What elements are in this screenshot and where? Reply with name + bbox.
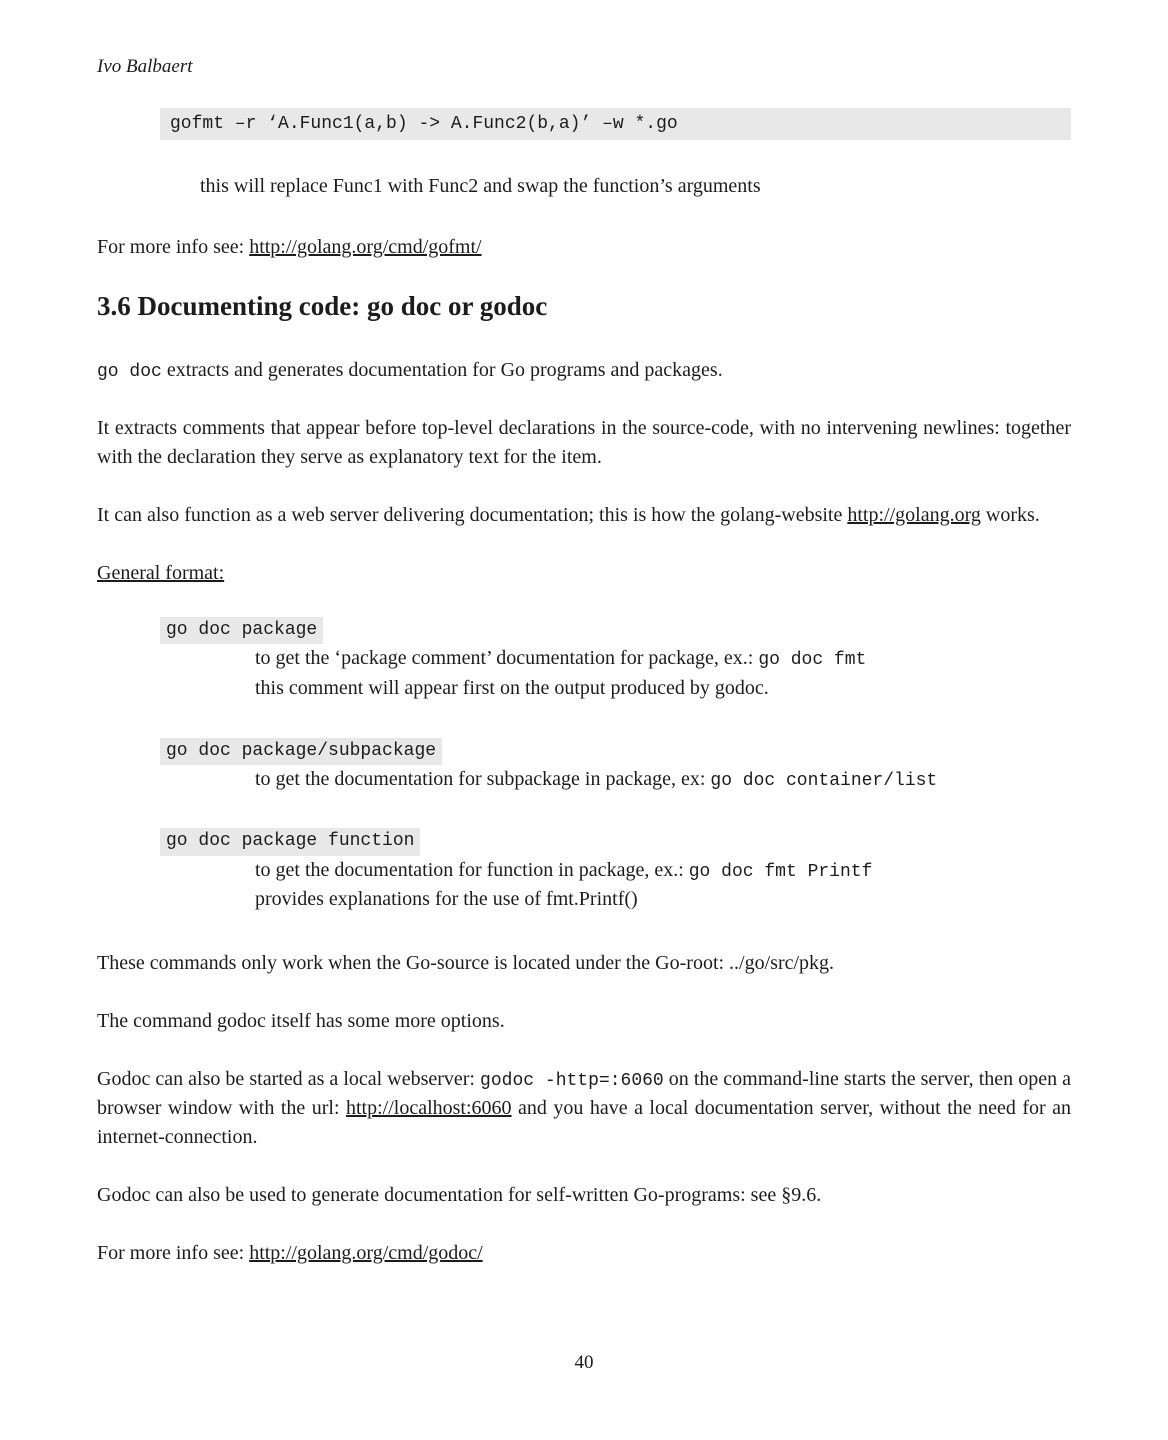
paragraph-extracts-comments: It extracts comments that appear before top-level declarations in the source-code, with no intervening newlines: together with the declaration they serve as explanatory text for the item. [97,417,1071,469]
paragraph-godoc-options: The command godoc itself has some more options. [97,1009,505,1032]
format-package-line1: to get the ‘package comment’ documentation for package, ex.: [255,647,759,670]
paragraph-local-webserver-seg2: on the command-line starts the server, then open a browser window with the url: [97,1067,1071,1119]
paragraph-web-server-text: It can also function as a web server delivering documentation; this is how the golang-website [97,504,848,527]
code-chip-go-doc-function: go doc package function [160,828,420,855]
paragraph-local-webserver-seg3: and you have a local documentation server, without the need for an internet-connection. [97,1096,1071,1148]
paragraph-godoc-intro [97,356,1071,385]
inline-code-fmt-printf: go doc fmt Printf [688,861,873,882]
code-chip-go-doc-package: go doc package [160,617,323,644]
gofmt-doc-link[interactable]: http://golang.org/cmd/gofmt/ [249,236,482,259]
format-subpackage-desc [255,765,1071,795]
format-block-function [97,828,1071,914]
code-chip-go-doc-subpackage: go doc package/subpackage [160,738,442,765]
inline-code-go-doc: go doc [97,362,162,383]
inline-code-go-doc-fmt: go doc fmt [758,650,867,671]
more-info-godoc [97,1239,1071,1268]
format-function-line2: provides explanations for the use of fmt.Printf() [255,888,638,911]
general-format-label: General format: [97,562,225,585]
page-number: 40 [574,1352,594,1373]
format-block-package [97,617,1071,703]
inline-code-godoc-http: godoc -http=:6060 [480,1070,664,1091]
format-function-desc [255,856,1071,915]
format-package-desc [255,644,1071,703]
localhost-link[interactable]: http://localhost:6060 [346,1096,512,1119]
paragraph-web-server [97,501,1071,530]
golang-org-link[interactable]: http://golang.org [847,504,981,527]
more-info-godoc-prefix: For more info see: [97,1241,250,1264]
paragraph-local-webserver-seg1: Godoc can also be started as a local webserver: [97,1067,481,1090]
godoc-doc-link[interactable]: http://golang.org/cmd/godoc/ [249,1241,483,1264]
more-info-gofmt [97,233,1071,262]
format-function-line1: to get the documentation for function in package, ex.: [255,858,689,881]
inline-code-container-list: go doc container/list [710,770,938,791]
page-header-author: Ivo Balbaert [97,56,193,77]
paragraph-local-webserver [97,1065,1071,1152]
format-subpackage-line1: to get the documentation for subpackage in package, ex: [255,767,711,790]
paragraph-godoc-intro-text: extracts and generates documentation for Go programs and packages. [161,359,723,382]
gofmt-explanation: this will replace Func1 with Func2 and swap the function’s arguments [200,175,761,198]
code-block-gofmt: gofmt –r ‘A.Func1(a,b) -> A.Func2(b,a)’ –w *.go [160,108,1071,140]
more-info-gofmt-prefix: For more info see: [97,236,250,259]
paragraph-generate-docs: Godoc can also be used to generate documentation for self-written Go-programs: see §9.6. [97,1183,822,1206]
format-block-subpackage [97,738,1071,795]
paragraph-web-server-suffix: works. [980,504,1040,527]
section-heading: 3.6 Documenting code: go doc or godoc [97,291,548,322]
paragraph-go-root: These commands only work when the Go-source is located under the Go-root: ../go/src/pkg. [97,951,835,974]
format-package-line2: this comment will appear first on the output produced by godoc. [255,677,769,699]
